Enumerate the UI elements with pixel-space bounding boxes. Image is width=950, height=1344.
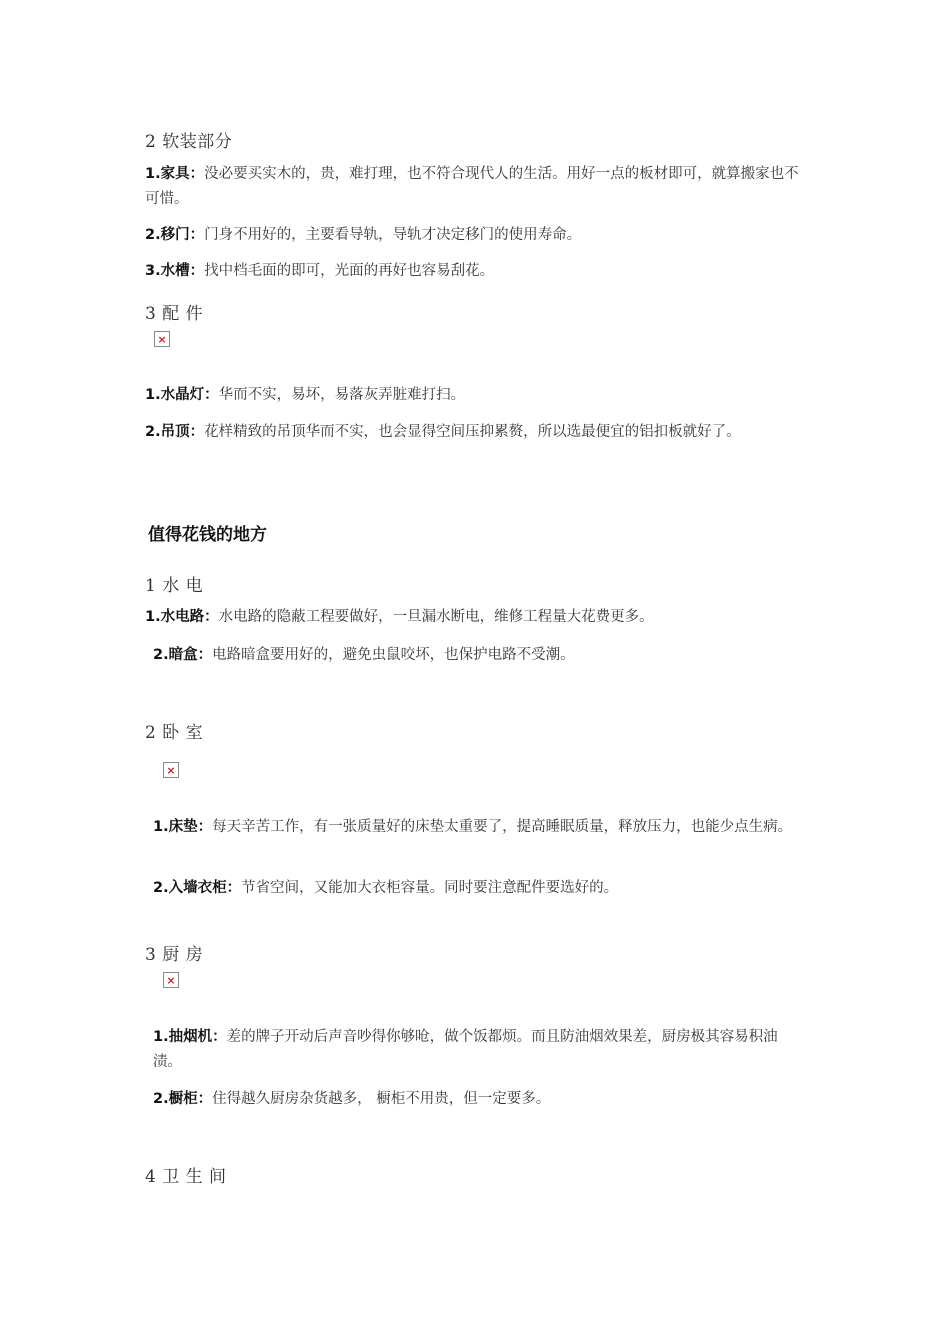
paragraph-ceiling [145,420,800,445]
label-sink: 3.水槽： [145,263,205,279]
section-heading-soft: 2 软装部分 [145,132,233,152]
broken-image-icon: × [154,331,170,347]
paragraph-cabinet [153,1087,800,1112]
text-furniture: 没必要买实木的，贵，难打理，也不符合现代人的生活。用好一点的板材即可，就算搬家也不可惜。 [145,166,799,207]
label-cabinet: 2.橱柜： [153,1091,213,1107]
label-wiring: 1.水电路： [145,609,219,625]
paragraph-sliding-door [145,223,800,248]
paragraph-crystal-lamp [145,383,800,408]
label-furniture: 1.家具： [145,166,205,182]
text-mattress: 每天辛苦工作，有一张质量好的床垫太重要了，提高睡眠质量，释放压力，也能少点生病。 [212,819,793,835]
paragraph-furniture [145,162,800,212]
label-sliding-door: 2.移门： [145,227,205,243]
section-heading-fittings: 3 配 件 [145,304,204,324]
worth-title: 值得花钱的地方 [148,525,267,545]
text-range-hood: 差的牌子开动后声音吵得你够呛，做个饭都烦。而且防油烟效果差，厨房极其容易积油渍。 [153,1029,778,1070]
paragraph-mattress [153,815,800,840]
text-junction-box: 电路暗盒要用好的，避免虫鼠咬坏，也保护电路不受潮。 [212,647,575,663]
text-sink: 找中档毛面的即可，光面的再好也容易刮花。 [204,263,495,279]
broken-image-icon: × [163,762,179,778]
label-crystal-lamp: 1.水晶灯： [145,387,219,403]
text-wardrobe: 节省空间，又能加大衣柜容量。同时要注意配件要选好的。 [241,880,619,896]
text-ceiling: 花样精致的吊顶华而不实，也会显得空间压抑累赘，所以选最便宜的铝扣板就好了。 [204,424,741,440]
section-heading-kitchen: 3 厨 房 [145,945,204,965]
text-sliding-door: 门身不用好的，主要看导轨，导轨才决定移门的使用寿命。 [204,227,582,243]
paragraph-sink [145,259,800,284]
section-heading-bedroom: 2 卧 室 [145,723,204,743]
text-wiring: 水电路的隐蔽工程要做好，一旦漏水断电，维修工程量大花费更多。 [218,609,654,625]
section-heading-water: 1 水 电 [145,576,204,596]
paragraph-junction-box [153,643,800,668]
label-wardrobe: 2.入墙衣柜： [153,880,242,896]
label-ceiling: 2.吊顶： [145,424,205,440]
broken-image-icon: × [163,972,179,988]
text-cabinet: 住得越久厨房杂货越多， 橱柜不用贵，但一定要多。 [212,1091,551,1107]
text-crystal-lamp: 华而不实，易坏，易落灰弄脏难打扫。 [218,387,466,403]
section-heading-bathroom: 4 卫 生 间 [145,1167,227,1187]
label-mattress: 1.床垫： [153,819,213,835]
paragraph-wiring [145,605,800,630]
paragraph-wardrobe [153,876,800,901]
label-range-hood: 1.抽烟机： [153,1029,227,1045]
paragraph-range-hood [153,1025,800,1075]
label-junction-box: 2.暗盒： [153,647,213,663]
